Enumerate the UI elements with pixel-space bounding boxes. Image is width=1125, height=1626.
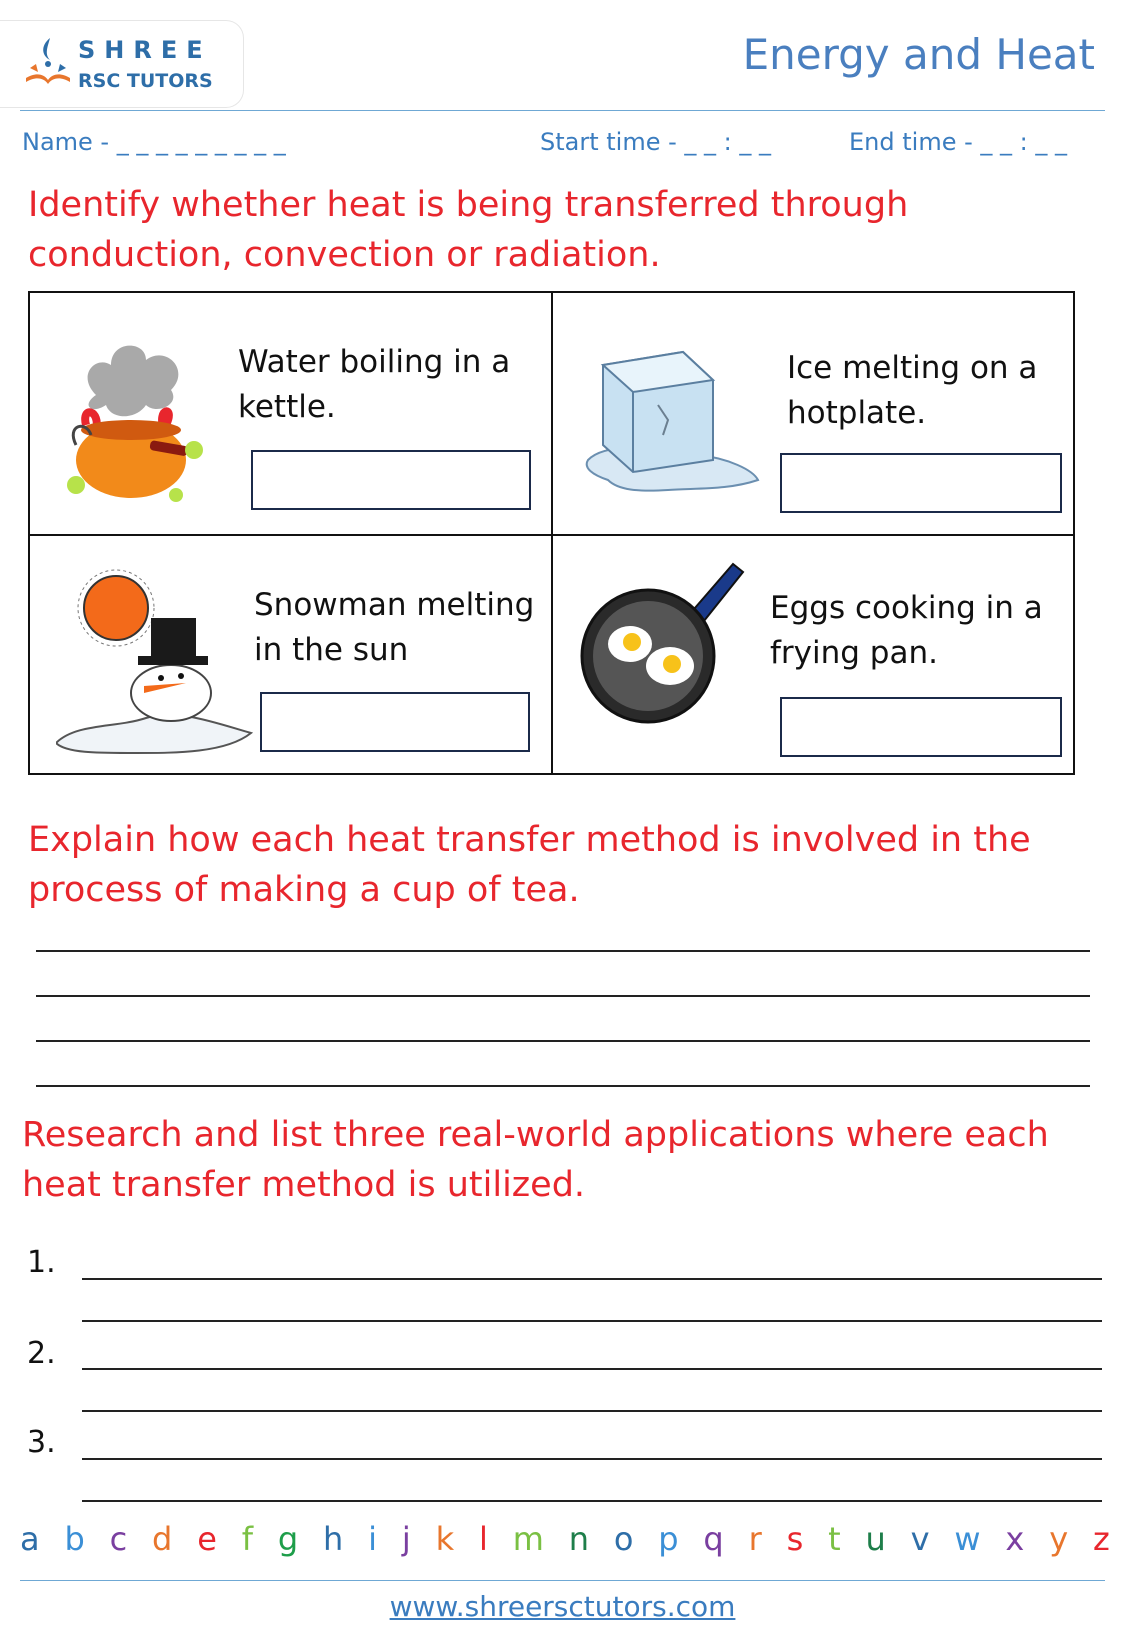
alphabet-letter: q bbox=[703, 1520, 724, 1558]
cell-text-eggs: Eggs cooking in a frying pan. bbox=[770, 590, 1043, 671]
alphabet-letter: g bbox=[277, 1520, 299, 1558]
alphabet-letter: t bbox=[828, 1520, 841, 1558]
answer-line[interactable] bbox=[36, 995, 1090, 997]
alphabet-letter: w bbox=[954, 1520, 981, 1558]
boiling-pot-icon bbox=[56, 335, 206, 505]
q1-instruction: Identify whether heat is being transferred through conduction, convection or radiation. bbox=[28, 185, 909, 275]
alphabet-letter: i bbox=[368, 1520, 378, 1558]
answer-box-eggs[interactable] bbox=[780, 697, 1062, 757]
alphabet-letter: c bbox=[109, 1520, 128, 1558]
alphabet-letter: d bbox=[152, 1520, 173, 1558]
grid-divider-horizontal bbox=[28, 534, 1075, 536]
answer-line[interactable] bbox=[82, 1278, 1102, 1280]
end-time-field[interactable]: End time - _ _ : _ _ bbox=[849, 128, 1067, 156]
q2-instruction: Explain how each heat transfer method is involved in the process of making a cup of tea. bbox=[28, 820, 1031, 910]
list-number: 3. bbox=[27, 1425, 56, 1460]
name-field[interactable]: Name - _ _ _ _ _ _ _ _ _ bbox=[22, 128, 286, 156]
alphabet-letter: f bbox=[241, 1520, 253, 1558]
start-time-field[interactable]: Start time - _ _ : _ _ bbox=[540, 128, 771, 156]
answer-box-kettle[interactable] bbox=[251, 450, 531, 510]
alphabet-letter: z bbox=[1092, 1520, 1110, 1558]
alphabet-letter: j bbox=[401, 1520, 411, 1558]
melting-snowman-icon bbox=[56, 558, 256, 758]
answer-line[interactable] bbox=[82, 1368, 1102, 1370]
alphabet-letter: y bbox=[1049, 1520, 1069, 1558]
alphabet-letter: e bbox=[197, 1520, 217, 1558]
cell-text-kettle: Water boiling in a kettle. bbox=[238, 344, 511, 425]
answer-line[interactable] bbox=[82, 1320, 1102, 1322]
alphabet-letter: s bbox=[786, 1520, 804, 1558]
header-divider bbox=[20, 110, 1105, 111]
cell-text-snowman: Snowman melting in the sun bbox=[254, 587, 535, 668]
alphabet-letter: a bbox=[20, 1520, 40, 1558]
footer-divider bbox=[20, 1580, 1105, 1581]
alphabet-letter: o bbox=[613, 1520, 634, 1558]
alphabet-letter: l bbox=[478, 1520, 488, 1558]
alphabet-letter: h bbox=[323, 1520, 344, 1558]
logo-text-rsc: RSC TUTORS bbox=[78, 70, 213, 92]
alphabet-letter: v bbox=[910, 1520, 930, 1558]
alphabet-letter: x bbox=[1005, 1520, 1025, 1558]
q3-instruction: Research and list three real-world applications where each heat transfer method is utilized. bbox=[22, 1115, 1049, 1205]
answer-line[interactable] bbox=[36, 1085, 1090, 1087]
melting-ice-icon bbox=[578, 340, 768, 500]
cell-text-ice: Ice melting on a hotplate. bbox=[787, 350, 1038, 431]
frying-pan-eggs-icon bbox=[578, 556, 748, 726]
answer-box-ice[interactable] bbox=[780, 453, 1062, 513]
page-title: Energy and Heat bbox=[742, 30, 1095, 79]
alphabet-letter: p bbox=[658, 1520, 679, 1558]
alphabet-letter: r bbox=[748, 1520, 762, 1558]
alphabet-letter: m bbox=[512, 1520, 544, 1558]
answer-line[interactable] bbox=[82, 1458, 1102, 1460]
grid-divider-vertical bbox=[551, 291, 553, 775]
answer-line[interactable] bbox=[82, 1500, 1102, 1502]
alphabet-letter: k bbox=[435, 1520, 455, 1558]
logo-text-shree: SHREE bbox=[78, 36, 212, 64]
alphabet-letter: b bbox=[64, 1520, 85, 1558]
answer-line[interactable] bbox=[82, 1410, 1102, 1412]
list-number: 1. bbox=[27, 1245, 56, 1280]
alphabet-strip bbox=[20, 1520, 1110, 1558]
answer-line[interactable] bbox=[36, 950, 1090, 952]
list-number: 2. bbox=[27, 1336, 56, 1371]
answer-box-snowman[interactable] bbox=[260, 692, 530, 752]
alphabet-letter: n bbox=[568, 1520, 589, 1558]
logo-icon bbox=[22, 34, 74, 92]
footer-url-link[interactable]: www.shreersctutors.com bbox=[389, 1590, 736, 1623]
alphabet-letter: u bbox=[865, 1520, 886, 1558]
answer-line[interactable] bbox=[36, 1040, 1090, 1042]
